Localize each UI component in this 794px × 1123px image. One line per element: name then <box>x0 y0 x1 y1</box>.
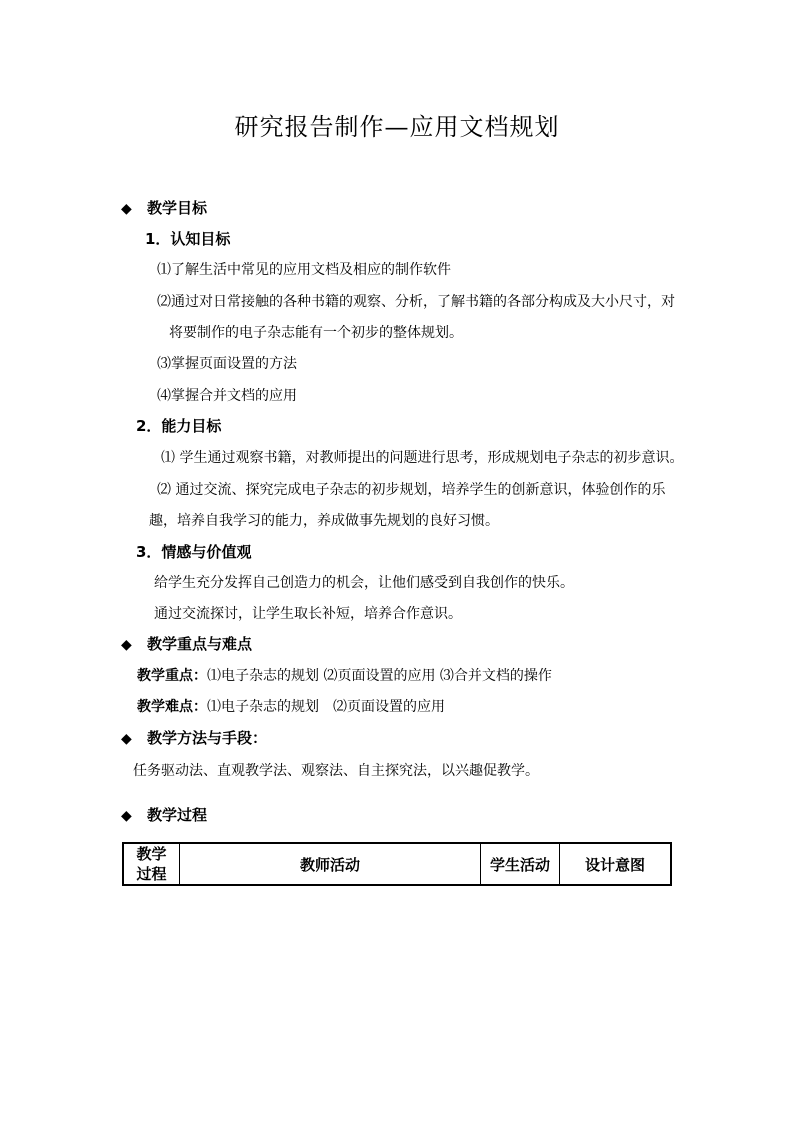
list-item: 通过交流探讨，让学生取长补短，培养合作意识。 <box>154 606 462 622</box>
section-heading-text: 教学过程 <box>147 806 208 824</box>
sub-heading-values: 3．情感与价值观 <box>136 543 252 561</box>
diamond-bullet-icon: ◆ <box>121 637 132 653</box>
table-header-cell: 设计意图 <box>560 843 672 885</box>
sub-heading-ability: 2．能力目标 <box>136 417 222 435</box>
list-item: 给学生充分发挥自己创造力的机会，让他们感受到自我创作的快乐。 <box>154 575 574 591</box>
list-item: ⑵ 通过交流、探究完成电子杂志的初步规划，培养学生的创新意识，体验创作的乐 <box>157 482 666 498</box>
key-points-text: ⑴电子杂志的规划 ⑵页面设置的应用 ⑶合并文档的操作 <box>207 668 552 684</box>
sub-heading-cognitive: 1．认知目标 <box>145 230 231 248</box>
list-item: ⑵通过对日常接触的各种书籍的观察、分析，了解书籍的各部分构成及大小尺寸，对 <box>157 294 675 310</box>
key-points-label: 教学重点： <box>137 668 207 684</box>
section-heading-methods <box>121 727 267 748</box>
section-heading-objectives <box>121 197 207 218</box>
section-heading-text: 教学方法与手段： <box>147 729 268 747</box>
table-header-cell: 学生活动 <box>481 843 560 885</box>
difficulties-line <box>137 696 445 716</box>
list-item: 将要制作的电子杂志能有一个初步的整体规划。 <box>169 325 463 341</box>
difficulties-text: ⑴电子杂志的规划 ⑵页面设置的应用 <box>207 699 445 715</box>
list-item: ⑷掌握合并文档的应用 <box>157 388 297 404</box>
diamond-bullet-icon: ◆ <box>121 808 132 824</box>
diamond-bullet-icon: ◆ <box>121 731 132 747</box>
key-points-line <box>137 665 552 685</box>
difficulties-label: 教学难点： <box>137 699 207 715</box>
table-header-cell: 教师活动 <box>180 843 481 885</box>
section-heading-text: 教学目标 <box>147 199 208 217</box>
table-header-row <box>123 843 671 885</box>
list-item: 趣，培养自我学习的能力，养成做事先规划的良好习惯。 <box>149 513 499 529</box>
list-item: ⑴了解生活中常见的应用文档及相应的制作软件 <box>157 262 451 278</box>
methods-text: 任务驱动法、直观教学法、观察法、自主探究法，以兴趣促教学。 <box>133 763 539 779</box>
diamond-bullet-icon: ◆ <box>121 201 132 217</box>
process-table <box>122 842 672 886</box>
section-heading-text: 教学重点与难点 <box>147 635 253 653</box>
section-heading-process <box>121 804 207 825</box>
table-header-cell: 教学 过程 <box>123 843 180 885</box>
section-heading-key-points <box>121 633 252 654</box>
page-title: 研究报告制作—应用文档规划 <box>234 113 560 141</box>
list-item: ⑴ 学生通过观察书籍，对教师提出的问题进行思考，形成规划电子杂志的初步意识。 <box>161 450 684 466</box>
list-item: ⑶掌握页面设置的方法 <box>157 356 297 372</box>
